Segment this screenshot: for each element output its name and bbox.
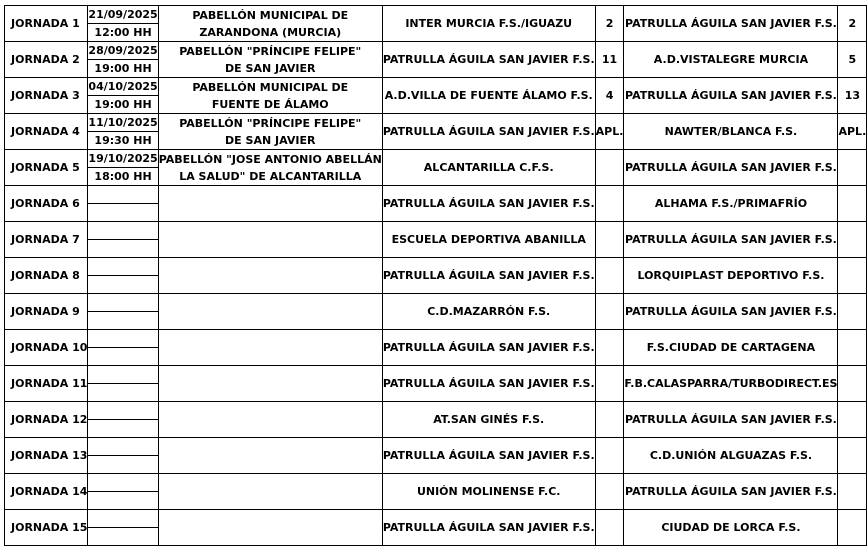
away-score-cell[interactable] <box>838 402 867 438</box>
home-score-cell[interactable] <box>595 294 624 330</box>
time-value <box>88 492 157 509</box>
table-row <box>5 186 867 222</box>
away-team: A.D.VISTALEGRE MURCIA <box>653 53 809 66</box>
date-value <box>88 186 157 204</box>
away-score-cell[interactable] <box>838 258 867 294</box>
home-score-cell[interactable] <box>595 258 624 294</box>
away-score-cell[interactable] <box>838 6 867 42</box>
home-team: PATRULLA ÁGUILA SAN JAVIER F.S. <box>382 197 595 210</box>
home-team: INTER MURCIA F.S./IGUAZU <box>405 17 573 30</box>
table-row <box>5 474 867 510</box>
home-team-cell[interactable] <box>382 222 595 258</box>
venue-cell[interactable] <box>158 42 382 78</box>
away-team-cell[interactable] <box>624 42 838 78</box>
away-team-cell[interactable] <box>624 258 838 294</box>
home-team-cell[interactable] <box>382 186 595 222</box>
venue-cell[interactable] <box>158 186 382 222</box>
home-team: PATRULLA ÁGUILA SAN JAVIER F.S. <box>382 377 595 390</box>
datetime-cell[interactable] <box>88 510 158 546</box>
home-team: PATRULLA ÁGUILA SAN JAVIER F.S. <box>382 449 595 462</box>
home-team: UNIÓN MOLINENSE F.C. <box>416 485 561 498</box>
home-team-cell[interactable] <box>382 78 595 114</box>
jornada-cell[interactable] <box>5 186 88 222</box>
time-value <box>88 420 157 437</box>
datetime-cell[interactable] <box>88 402 158 438</box>
table-row <box>5 330 867 366</box>
date-value <box>88 474 157 492</box>
date-value <box>88 438 157 456</box>
away-score-cell[interactable] <box>838 222 867 258</box>
away-team: F.B.CALASPARRA/TURBODIRECT.ES <box>624 377 838 390</box>
venue-line-2: ZARANDONA (MURCIA) <box>199 25 342 39</box>
venue-cell[interactable] <box>158 366 382 402</box>
away-team-cell[interactable] <box>624 402 838 438</box>
away-team: PATRULLA ÁGUILA SAN JAVIER F.S. <box>625 161 837 174</box>
away-team: PATRULLA ÁGUILA SAN JAVIER F.S. <box>625 413 837 426</box>
jornada-label: JORNADA 6 <box>11 197 80 210</box>
away-team: PATRULLA ÁGUILA SAN JAVIER F.S. <box>625 305 837 318</box>
venue-line-1: PABELLÓN "JOSE ANTONIO ABELLÁN <box>158 152 382 166</box>
away-score-cell[interactable] <box>838 510 867 546</box>
table-row <box>5 6 867 42</box>
datetime-cell[interactable] <box>88 42 158 78</box>
away-team: PATRULLA ÁGUILA SAN JAVIER F.S. <box>625 485 837 498</box>
datetime-cell[interactable] <box>88 366 158 402</box>
away-team-cell[interactable] <box>624 510 838 546</box>
home-team: C.D.MAZARRÓN F.S. <box>427 305 551 318</box>
jornada-label: JORNADA 12 <box>11 413 88 426</box>
venue-cell[interactable] <box>158 258 382 294</box>
jornada-label: JORNADA 14 <box>11 485 88 498</box>
home-score-cell[interactable] <box>595 42 624 78</box>
venue-line-1: PABELLÓN MUNICIPAL DE <box>192 8 349 22</box>
date-value <box>88 222 157 240</box>
away-team-cell[interactable] <box>624 222 838 258</box>
jornada-label: JORNADA 8 <box>11 269 80 282</box>
venue-cell[interactable] <box>158 330 382 366</box>
datetime-cell[interactable] <box>88 258 158 294</box>
date-value <box>88 258 157 276</box>
date-value <box>88 330 157 348</box>
table-row <box>5 294 867 330</box>
away-team-cell[interactable] <box>624 150 838 186</box>
home-score-cell[interactable] <box>595 366 624 402</box>
time-value: 19:00 HH <box>94 98 152 111</box>
away-team: NAWTER/BLANCA F.S. <box>664 125 798 138</box>
table-row <box>5 366 867 402</box>
venue-cell[interactable] <box>158 510 382 546</box>
venue-cell[interactable] <box>158 150 382 186</box>
home-team: PATRULLA ÁGUILA SAN JAVIER F.S. <box>382 521 595 534</box>
datetime-cell[interactable] <box>88 222 158 258</box>
venue-line-2: LA SALUD" DE ALCANTARILLA <box>179 169 362 183</box>
home-team-cell[interactable] <box>382 6 595 42</box>
date-value: 28/09/2025 <box>88 42 157 60</box>
home-team: A.D.VILLA DE FUENTE ÁLAMO F.S. <box>384 89 593 102</box>
away-score-cell[interactable] <box>838 78 867 114</box>
jornada-cell[interactable] <box>5 150 88 186</box>
jornada-cell[interactable] <box>5 258 88 294</box>
home-team-cell[interactable] <box>382 294 595 330</box>
jornada-label: JORNADA 9 <box>11 305 80 318</box>
time-value <box>88 384 157 401</box>
jornada-label: JORNADA 13 <box>11 449 88 462</box>
away-team: PATRULLA ÁGUILA SAN JAVIER F.S. <box>625 233 837 246</box>
home-score-cell[interactable] <box>595 510 624 546</box>
home-score-cell[interactable] <box>595 438 624 474</box>
venue-line-1: PABELLÓN "PRÍNCIPE FELIPE" <box>179 44 362 58</box>
home-score-cell[interactable] <box>595 78 624 114</box>
away-score: 5 <box>848 53 857 66</box>
table-row <box>5 438 867 474</box>
home-team: ALCANTARILLA C.F.S. <box>423 161 554 174</box>
table-row <box>5 510 867 546</box>
jornada-cell[interactable] <box>5 402 88 438</box>
away-score-cell[interactable] <box>838 330 867 366</box>
venue-cell[interactable] <box>158 78 382 114</box>
time-value: 18:00 HH <box>94 170 152 183</box>
datetime-cell[interactable] <box>88 186 158 222</box>
venue-line-2: DE SAN JAVIER <box>225 61 316 75</box>
away-score-cell[interactable] <box>838 294 867 330</box>
home-score: 2 <box>605 17 614 30</box>
venue-cell[interactable] <box>158 6 382 42</box>
jornada-cell[interactable] <box>5 114 88 150</box>
home-score-cell[interactable] <box>595 474 624 510</box>
table-row <box>5 150 867 186</box>
time-value <box>88 528 157 545</box>
home-score-cell[interactable] <box>595 6 624 42</box>
date-value <box>88 510 157 528</box>
away-team: CIUDAD DE LORCA F.S. <box>661 521 801 534</box>
schedule-body <box>5 6 867 546</box>
time-value <box>88 456 157 473</box>
schedule-table <box>4 5 867 546</box>
datetime-cell[interactable] <box>88 474 158 510</box>
home-team-cell[interactable] <box>382 150 595 186</box>
away-team-cell[interactable] <box>624 186 838 222</box>
home-team: AT.SAN GINÉS F.S. <box>433 413 545 426</box>
away-score-cell[interactable] <box>838 186 867 222</box>
jornada-cell[interactable] <box>5 510 88 546</box>
away-team: LORQUIPLAST DEPORTIVO F.S. <box>637 269 825 282</box>
away-score: APL. <box>838 125 867 138</box>
away-team-cell[interactable] <box>624 330 838 366</box>
jornada-cell[interactable] <box>5 6 88 42</box>
venue-cell[interactable] <box>158 438 382 474</box>
away-team: F.S.CIUDAD DE CARTAGENA <box>646 341 816 354</box>
home-score-cell[interactable] <box>595 402 624 438</box>
home-score-cell[interactable] <box>595 186 624 222</box>
jornada-label: JORNADA 3 <box>11 89 80 102</box>
home-team: PATRULLA ÁGUILA SAN JAVIER F.S. <box>382 53 595 66</box>
table-row <box>5 42 867 78</box>
date-value <box>88 294 157 312</box>
home-team: PATRULLA ÁGUILA SAN JAVIER F.S. <box>382 125 595 138</box>
home-score-cell[interactable] <box>595 222 624 258</box>
venue-cell[interactable] <box>158 402 382 438</box>
jornada-label: JORNADA 15 <box>11 521 88 534</box>
jornada-cell[interactable] <box>5 330 88 366</box>
time-value: 12:00 HH <box>94 26 152 39</box>
jornada-cell[interactable] <box>5 366 88 402</box>
home-team: ESCUELA DEPORTIVA ABANILLA <box>391 233 586 246</box>
home-team-cell[interactable] <box>382 510 595 546</box>
jornada-cell[interactable] <box>5 222 88 258</box>
home-score: 11 <box>601 53 618 66</box>
venue-line-1: PABELLÓN MUNICIPAL DE <box>192 80 349 94</box>
venue-cell[interactable] <box>158 114 382 150</box>
home-team-cell[interactable] <box>382 366 595 402</box>
home-team-cell[interactable] <box>382 114 595 150</box>
home-score: 4 <box>605 89 614 102</box>
away-score-cell[interactable] <box>838 474 867 510</box>
home-team-cell[interactable] <box>382 330 595 366</box>
away-team-cell[interactable] <box>624 366 838 402</box>
home-team-cell[interactable] <box>382 258 595 294</box>
venue-cell[interactable] <box>158 294 382 330</box>
home-score: APL. <box>595 125 624 138</box>
time-value <box>88 204 157 221</box>
date-value: 21/09/2025 <box>88 6 157 24</box>
jornada-cell[interactable] <box>5 474 88 510</box>
venue-line-2: DE SAN JAVIER <box>225 133 316 147</box>
date-value <box>88 366 157 384</box>
home-score-cell[interactable] <box>595 330 624 366</box>
time-value: 19:30 HH <box>94 134 152 147</box>
away-score-cell[interactable] <box>838 150 867 186</box>
jornada-label: JORNADA 10 <box>11 341 88 354</box>
table-row <box>5 258 867 294</box>
jornada-label: JORNADA 11 <box>11 377 88 390</box>
table-row <box>5 222 867 258</box>
away-score: 2 <box>848 17 857 30</box>
table-row <box>5 78 867 114</box>
date-value <box>88 402 157 420</box>
date-value: 11/10/2025 <box>88 114 157 132</box>
home-score-cell[interactable] <box>595 114 624 150</box>
jornada-cell[interactable] <box>5 78 88 114</box>
home-score-cell[interactable] <box>595 150 624 186</box>
home-team-cell[interactable] <box>382 474 595 510</box>
datetime-cell[interactable] <box>88 330 158 366</box>
home-team: PATRULLA ÁGUILA SAN JAVIER F.S. <box>382 341 595 354</box>
time-value: 19:00 HH <box>94 62 152 75</box>
away-team-cell[interactable] <box>624 114 838 150</box>
time-value <box>88 276 157 293</box>
home-team-cell[interactable] <box>382 42 595 78</box>
away-score-cell[interactable] <box>838 366 867 402</box>
venue-cell[interactable] <box>158 222 382 258</box>
home-team-cell[interactable] <box>382 438 595 474</box>
away-team: ALHAMA F.S./PRIMAFRÍO <box>654 197 808 210</box>
away-team: C.D.UNIÓN ALGUAZAS F.S. <box>649 449 813 462</box>
jornada-label: JORNADA 5 <box>11 161 80 174</box>
jornada-label: JORNADA 2 <box>11 53 80 66</box>
venue-line-1: PABELLÓN "PRÍNCIPE FELIPE" <box>179 116 362 130</box>
table-row <box>5 402 867 438</box>
away-score-cell[interactable] <box>838 114 867 150</box>
away-team-cell[interactable] <box>624 6 838 42</box>
datetime-cell[interactable] <box>88 438 158 474</box>
away-team-cell[interactable] <box>624 438 838 474</box>
datetime-cell[interactable] <box>88 6 158 42</box>
away-team: PATRULLA ÁGUILA SAN JAVIER F.S. <box>625 89 837 102</box>
datetime-cell[interactable] <box>88 78 158 114</box>
datetime-cell[interactable] <box>88 150 158 186</box>
away-team: PATRULLA ÁGUILA SAN JAVIER F.S. <box>625 17 837 30</box>
away-score-cell[interactable] <box>838 438 867 474</box>
date-value: 19/10/2025 <box>88 150 157 168</box>
venue-cell[interactable] <box>158 474 382 510</box>
datetime-cell[interactable] <box>88 114 158 150</box>
jornada-label: JORNADA 1 <box>11 17 80 30</box>
jornada-cell[interactable] <box>5 42 88 78</box>
jornada-label: JORNADA 7 <box>11 233 80 246</box>
away-score: 13 <box>844 89 861 102</box>
home-team: PATRULLA ÁGUILA SAN JAVIER F.S. <box>382 269 595 282</box>
away-team-cell[interactable] <box>624 78 838 114</box>
away-team-cell[interactable] <box>624 474 838 510</box>
away-score-cell[interactable] <box>838 42 867 78</box>
table-row <box>5 114 867 150</box>
venue-line-2: FUENTE DE ÁLAMO <box>211 97 329 111</box>
time-value <box>88 240 157 257</box>
date-value: 04/10/2025 <box>88 78 157 96</box>
time-value <box>88 312 157 329</box>
jornada-cell[interactable] <box>5 438 88 474</box>
jornada-cell[interactable] <box>5 294 88 330</box>
home-team-cell[interactable] <box>382 402 595 438</box>
time-value <box>88 348 157 365</box>
jornada-label: JORNADA 4 <box>11 125 80 138</box>
datetime-cell[interactable] <box>88 294 158 330</box>
away-team-cell[interactable] <box>624 294 838 330</box>
